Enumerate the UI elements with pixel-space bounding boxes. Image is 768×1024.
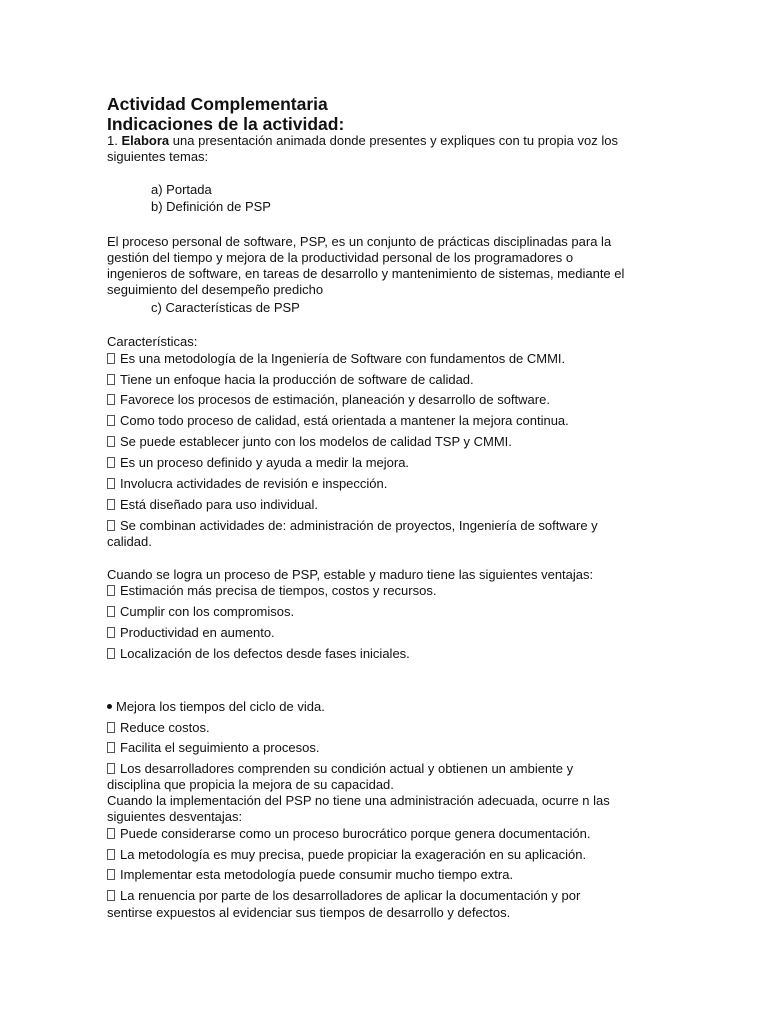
intro-line-1 xyxy=(107,133,618,149)
list-item xyxy=(107,625,275,641)
list-item-text: Los desarrolladores comprenden su condición actual y obtienen un ambiente y xyxy=(120,761,574,776)
bullet-box-icon xyxy=(107,606,115,617)
bullet-box-icon xyxy=(107,415,115,426)
definition-line: El proceso personal de software, PSP, es un conjunto de prácticas disciplinadas para la xyxy=(107,234,612,249)
bullet-box-icon xyxy=(107,648,115,659)
list-item xyxy=(107,720,210,736)
list-item-text: Se puede establecer junto con los modelos de calidad TSP y CMMI. xyxy=(120,434,512,449)
list-item xyxy=(107,455,409,471)
list-item-text: Localización de los defectos desde fases iniciales. xyxy=(120,646,410,661)
list-item xyxy=(107,699,325,715)
list-item xyxy=(107,413,569,429)
list-item-text: La metodología es muy precisa, puede propiciar la exageración en su aplicación. xyxy=(120,847,587,862)
bullet-box-icon xyxy=(107,627,115,638)
list-item-text: Favorece los procesos de estimación, planeación y desarrollo de software. xyxy=(120,392,550,407)
list-item-text: Está diseñado para uso individual. xyxy=(120,497,319,512)
topic-b: b) Definición de PSP xyxy=(151,199,271,214)
list-item xyxy=(107,761,573,777)
list-item xyxy=(107,518,598,534)
definition-line: seguimiento del desempeño predicho xyxy=(107,282,324,297)
list-item-continuation: sentirse expuestos al evidenciar sus tiempos de desarrollo y defectos. xyxy=(107,905,511,920)
bullet-box-icon xyxy=(107,499,115,510)
document-subtitle: Indicaciones de la actividad: xyxy=(107,114,345,134)
intro-line-2: siguientes temas: xyxy=(107,149,209,164)
list-item xyxy=(107,476,387,492)
list-item xyxy=(107,434,512,450)
list-item xyxy=(107,740,319,756)
document-title: Actividad Complementaria xyxy=(107,94,328,114)
bullet-box-icon xyxy=(107,722,115,733)
list-item-text: Implementar esta metodología puede consumir mucho tiempo extra. xyxy=(120,867,514,882)
bullet-dot-icon xyxy=(107,704,112,709)
list-item xyxy=(107,888,580,904)
list-item-text: Productividad en aumento. xyxy=(120,625,275,640)
list-item xyxy=(107,497,318,513)
intro-rest: una presentación animada donde presentes y expliques con tu propia voz los xyxy=(172,133,618,148)
bullet-box-icon xyxy=(107,890,115,901)
list-item-text: Puede considerarse como un proceso burocrático porque genera documentación. xyxy=(120,826,591,841)
bullet-box-icon xyxy=(107,763,115,774)
bullet-box-icon xyxy=(107,374,115,385)
list-item-text: Se combinan actividades de: administración de proyectos, Ingeniería de software y xyxy=(120,518,598,533)
list-item-text: Involucra actividades de revisión e inspección. xyxy=(120,476,388,491)
list-item-text: Facilita el seguimiento a procesos. xyxy=(120,740,320,755)
list-item-text: Mejora los tiempos del ciclo de vida. xyxy=(116,699,325,714)
bullet-box-icon xyxy=(107,585,115,596)
list-item-text: Estimación más precisa de tiempos, costos y recursos. xyxy=(120,583,437,598)
list-item xyxy=(107,847,586,863)
bullet-box-icon xyxy=(107,394,115,405)
desventajas-heading: Cuando la implementación del PSP no tiene una administración adecuada, ocurre n las xyxy=(107,793,610,808)
list-item xyxy=(107,867,513,883)
list-item-text: La renuencia por parte de los desarrolladores de aplicar la documentación y por xyxy=(120,888,581,903)
list-item-text: Es un proceso definido y ayuda a medir la mejora. xyxy=(120,455,410,470)
definition-line: ingenieros de software, en tareas de desarrollo y mantenimiento de sistemas, mediante el xyxy=(107,266,625,281)
intro-bold-verb: Elabora xyxy=(121,133,170,148)
list-item-text: Cumplir con los compromisos. xyxy=(120,604,295,619)
list-item-text: Tiene un enfoque hacia la producción de software de calidad. xyxy=(120,372,474,387)
topic-a: a) Portada xyxy=(151,182,212,197)
desventajas-heading-cont: siguientes desventajas: xyxy=(107,809,243,824)
ventajas-heading: Cuando se logra un proceso de PSP, estable y maduro tiene las siguientes ventajas: xyxy=(107,567,594,582)
bullet-box-icon xyxy=(107,869,115,880)
list-item xyxy=(107,372,474,388)
list-item xyxy=(107,351,565,367)
list-item xyxy=(107,583,436,599)
definition-line: gestión del tiempo y mejora de la productividad personal de los programadores o xyxy=(107,250,574,265)
list-item xyxy=(107,392,550,408)
bullet-box-icon xyxy=(107,742,115,753)
bullet-box-icon xyxy=(107,828,115,839)
list-item-text: Como todo proceso de calidad, está orientada a mantener la mejora continua. xyxy=(120,413,569,428)
list-item-text: Reduce costos. xyxy=(120,720,210,735)
list-item xyxy=(107,826,590,842)
topic-c: c) Características de PSP xyxy=(151,300,300,315)
list-item xyxy=(107,646,410,662)
bullet-box-icon xyxy=(107,478,115,489)
bullet-box-icon xyxy=(107,353,115,364)
caracteristicas-heading: Características: xyxy=(107,334,198,349)
list-item-continuation: calidad. xyxy=(107,534,152,549)
list-item-continuation: disciplina que propicia la mejora de su capacidad. xyxy=(107,777,394,792)
list-item xyxy=(107,604,294,620)
list-item-text: Es una metodología de la Ingeniería de Software con fundamentos de CMMI. xyxy=(120,351,566,366)
intro-number: 1. xyxy=(107,133,118,148)
bullet-box-icon xyxy=(107,436,115,447)
bullet-box-icon xyxy=(107,520,115,531)
bullet-box-icon xyxy=(107,457,115,468)
bullet-box-icon xyxy=(107,849,115,860)
